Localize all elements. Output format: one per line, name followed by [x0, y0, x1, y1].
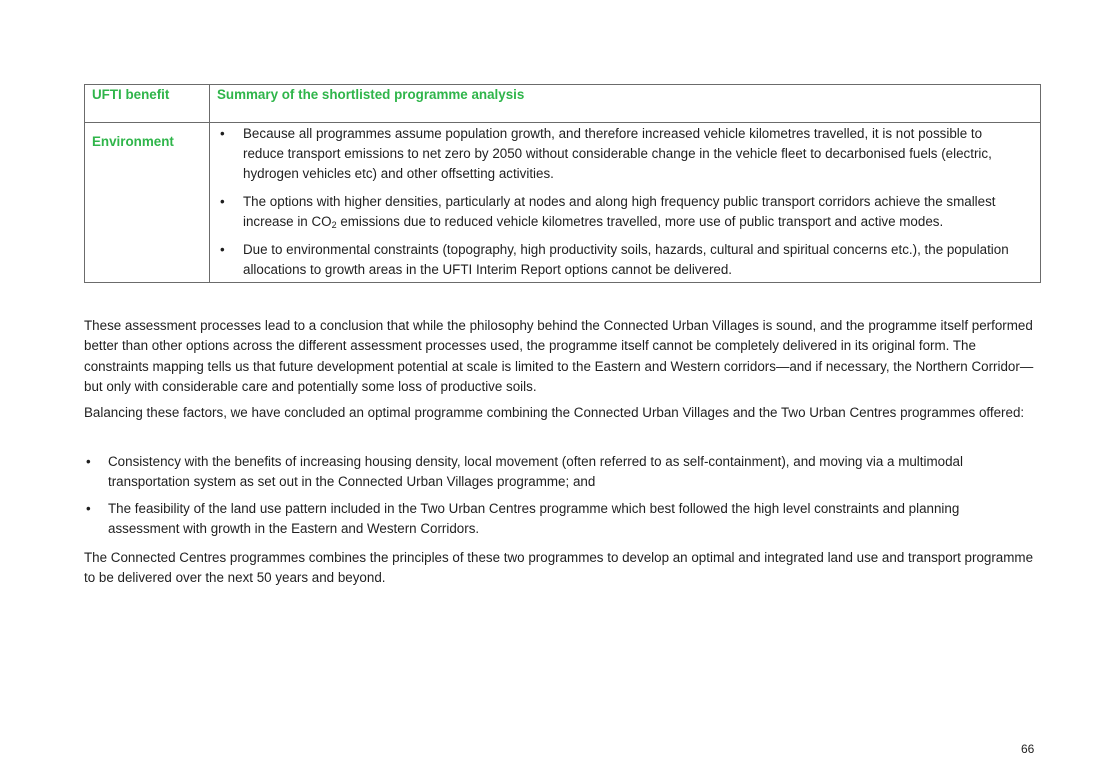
list-item-text	[243, 194, 996, 229]
list-item	[217, 240, 1026, 280]
list-item	[84, 452, 1019, 492]
benefit-summary-table	[84, 84, 1041, 283]
programme-benefits-list	[84, 452, 1019, 546]
bullet-icon: •	[220, 242, 225, 257]
list-item	[217, 124, 1026, 184]
bullet-icon: •	[220, 194, 225, 209]
list-item-text: The feasibility of the land use pattern included in the Two Urban Centres programme which best followed the high level constraints and planning assessment with growth in the Eastern and Western Corridors.	[108, 501, 960, 536]
table-header-row	[85, 85, 1041, 123]
bullet-icon: •	[86, 454, 91, 469]
conclusion-paragraph: These assessment processes lead to a conclusion that while the philosophy behind the Connected Urban Villages is sound, and the programme itself performed better than other options across the different assessment processes used, the programme itself cannot be completely delivered in its original form. The constraints mapping tells us that future development potential at scale is limited to the Eastern and Western corridors—and if necessary, the Northern Corridor—but only with considerable care and potentially some loss of productive soils.	[84, 318, 1034, 394]
table-header-ufti-benefit: UFTI benefit	[85, 85, 210, 123]
page-number: 66	[1021, 742, 1035, 756]
list-item-text: Consistency with the benefits of increasing housing density, local movement (often referred to as self-containment), and moving via a multimodal transportation system as set out in the Connected Urban Villages programme; and	[108, 454, 963, 489]
list-item-text-part: emissions due to reduced vehicle kilometres travelled, more use of public transport and active modes.	[336, 214, 944, 229]
table-header-summary: Summary of the shortlisted programme analysis	[210, 85, 1041, 123]
list-item	[84, 499, 1019, 539]
connected-centres-paragraph: The Connected Centres programmes combines the principles of these two programmes to develop an optimal and integrated land use and transport programme to be delivered over the next 50 years and beyond.	[84, 550, 1034, 586]
environment-summary-cell	[210, 123, 1041, 283]
row-label-environment: Environment	[85, 123, 210, 283]
bullet-icon: •	[86, 501, 91, 516]
environment-bullet-list	[217, 124, 1026, 280]
list-item-text: Because all programmes assume population growth, and therefore increased vehicle kilometres travelled, it is not possible to reduce transport emissions to net zero by 2050 without considerable change in the vehicle fleet to decarbonised fuels (electric, hydrogen vehicles etc) and other offsetting activities.	[243, 126, 992, 181]
table-row	[85, 123, 1041, 283]
list-item-text: Due to environmental constraints (topography, high productivity soils, hazards, cultural and spiritual concerns etc.), the population allocations to growth areas in the UFTI Interim Report options cannot be delivered.	[243, 242, 1009, 277]
list-item	[217, 192, 1026, 232]
balancing-paragraph: Balancing these factors, we have concluded an optimal programme combining the Connected Urban Villages and the Two Urban Centres programmes offered:	[84, 405, 1025, 420]
bullet-icon: •	[220, 126, 225, 141]
subscript-two: 2	[331, 220, 337, 230]
list-item-text-part: The options with higher densities, particularly at nodes and along high frequency public transport corridors achieve the smallest increase in CO	[243, 194, 996, 229]
